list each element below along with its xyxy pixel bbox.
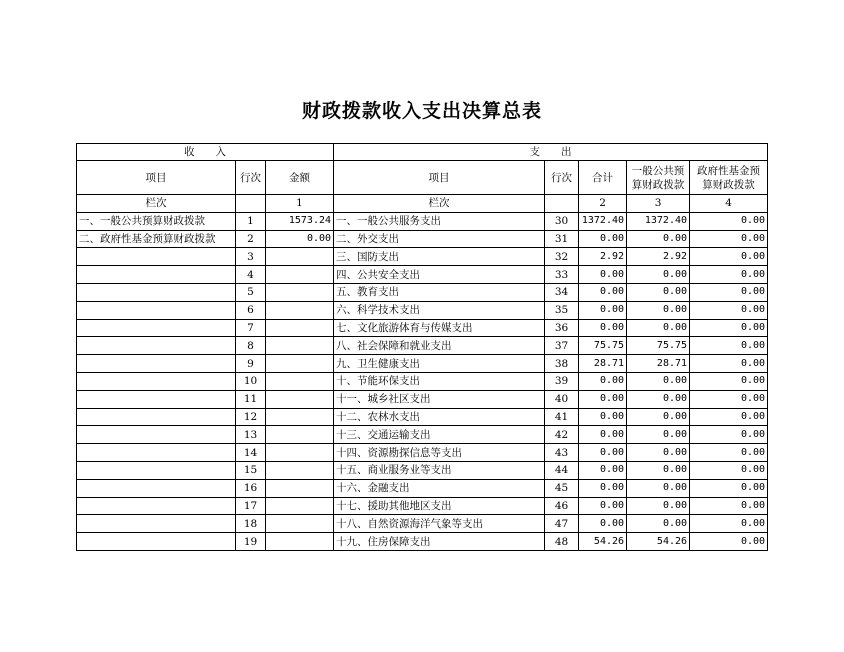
general-budget-cell: 0.00 — [627, 372, 690, 390]
expense-row-cell: 36 — [545, 319, 579, 337]
income-row-cell: 16 — [236, 479, 266, 497]
table-row — [77, 372, 768, 390]
column-index-row — [77, 195, 768, 213]
col-header-total: 合计 — [579, 161, 627, 195]
income-amount-cell — [266, 515, 334, 533]
income-item-cell — [77, 444, 236, 462]
income-row-cell: 12 — [236, 408, 266, 426]
income-item-cell — [77, 533, 236, 551]
income-amount-cell — [266, 372, 334, 390]
income-row-cell: 18 — [236, 515, 266, 533]
fund-budget-cell: 0.00 — [690, 355, 768, 373]
expense-row-cell: 43 — [545, 444, 579, 462]
general-budget-cell: 75.75 — [627, 337, 690, 355]
income-item-cell — [77, 337, 236, 355]
fund-budget-cell: 0.00 — [690, 266, 768, 284]
income-row-cell: 13 — [236, 426, 266, 444]
table-row — [77, 408, 768, 426]
expense-item-cell: 十四、资源勘探信息等支出 — [334, 444, 545, 462]
section-header-row — [77, 144, 768, 161]
table-row — [77, 426, 768, 444]
fund-budget-cell: 0.00 — [690, 426, 768, 444]
expense-item-cell: 六、科学技术支出 — [334, 301, 545, 319]
income-amount-cell — [266, 479, 334, 497]
col-header-general-budget: 一般公共预算财政拨款 — [627, 161, 690, 195]
col-header-fund-budget: 政府性基金预算财政拨款 — [690, 161, 768, 195]
column-index-amount: 1 — [266, 195, 334, 213]
income-item-cell — [77, 319, 236, 337]
income-amount-cell — [266, 533, 334, 551]
expense-row-cell: 34 — [545, 283, 579, 301]
income-item-cell — [77, 426, 236, 444]
income-item-cell — [77, 355, 236, 373]
fund-budget-cell: 0.00 — [690, 408, 768, 426]
expense-row-cell: 41 — [545, 408, 579, 426]
column-index-label: 栏次 — [77, 195, 236, 213]
income-item-cell: 一、一般公共预算财政拨款 — [77, 212, 236, 230]
total-cell: 75.75 — [579, 337, 627, 355]
income-row-cell: 1 — [236, 212, 266, 230]
fund-budget-cell: 0.00 — [690, 390, 768, 408]
table-row — [77, 390, 768, 408]
income-row-cell: 10 — [236, 372, 266, 390]
expense-section-header: 支 出 — [334, 144, 768, 161]
total-cell: 0.00 — [579, 461, 627, 479]
income-item-cell — [77, 266, 236, 284]
table-row — [77, 515, 768, 533]
expense-row-cell: 37 — [545, 337, 579, 355]
expense-row-cell: 35 — [545, 301, 579, 319]
table-row — [77, 461, 768, 479]
expense-item-cell: 一、一般公共服务支出 — [334, 212, 545, 230]
expense-item-cell: 十八、自然资源海洋气象等支出 — [334, 515, 545, 533]
expense-item-cell: 二、外交支出 — [334, 230, 545, 248]
expense-row-cell: 45 — [545, 479, 579, 497]
column-index-total: 2 — [579, 195, 627, 213]
column-index-general: 3 — [627, 195, 690, 213]
income-item-cell — [77, 390, 236, 408]
income-item-cell — [77, 497, 236, 515]
table-row — [77, 337, 768, 355]
income-amount-cell — [266, 355, 334, 373]
income-amount-cell — [266, 497, 334, 515]
expense-item-cell: 十六、金融支出 — [334, 479, 545, 497]
total-cell: 1372.40 — [579, 212, 627, 230]
total-cell: 0.00 — [579, 283, 627, 301]
fund-budget-cell: 0.00 — [690, 444, 768, 462]
col-header-amount: 金额 — [266, 161, 334, 195]
general-budget-cell: 0.00 — [627, 444, 690, 462]
income-item-cell — [77, 479, 236, 497]
income-amount-cell — [266, 266, 334, 284]
table-row — [77, 355, 768, 373]
total-cell: 0.00 — [579, 390, 627, 408]
fund-budget-cell: 0.00 — [690, 212, 768, 230]
fund-budget-cell: 0.00 — [690, 301, 768, 319]
income-amount-cell — [266, 283, 334, 301]
income-amount-cell: 1573.24 — [266, 212, 334, 230]
table-row — [77, 479, 768, 497]
general-budget-cell: 28.71 — [627, 355, 690, 373]
income-row-cell: 14 — [236, 444, 266, 462]
income-amount-cell — [266, 337, 334, 355]
expense-item-cell: 十三、交通运输支出 — [334, 426, 545, 444]
income-row-cell: 8 — [236, 337, 266, 355]
income-item-cell — [77, 515, 236, 533]
expense-row-cell: 30 — [545, 212, 579, 230]
total-cell: 0.00 — [579, 426, 627, 444]
income-amount-cell — [266, 301, 334, 319]
expense-row-cell: 39 — [545, 372, 579, 390]
income-amount-cell — [266, 408, 334, 426]
income-amount-cell: 0.00 — [266, 230, 334, 248]
general-budget-cell: 0.00 — [627, 408, 690, 426]
income-item-cell — [77, 461, 236, 479]
fund-budget-cell: 0.00 — [690, 515, 768, 533]
income-row-cell: 17 — [236, 497, 266, 515]
table-row — [77, 497, 768, 515]
income-amount-cell — [266, 248, 334, 266]
expense-item-cell: 八、社会保障和就业支出 — [334, 337, 545, 355]
general-budget-cell: 0.00 — [627, 515, 690, 533]
expense-row-cell: 33 — [545, 266, 579, 284]
column-index-empty-expense — [545, 195, 579, 213]
income-row-cell: 2 — [236, 230, 266, 248]
total-cell: 0.00 — [579, 497, 627, 515]
income-row-cell: 11 — [236, 390, 266, 408]
income-item-cell — [77, 248, 236, 266]
total-cell: 0.00 — [579, 479, 627, 497]
fund-budget-cell: 0.00 — [690, 479, 768, 497]
expense-item-cell: 三、国防支出 — [334, 248, 545, 266]
fund-budget-cell: 0.00 — [690, 248, 768, 266]
income-amount-cell — [266, 319, 334, 337]
general-budget-cell: 0.00 — [627, 283, 690, 301]
table-row — [77, 248, 768, 266]
income-item-cell — [77, 283, 236, 301]
total-cell: 0.00 — [579, 319, 627, 337]
table-row — [77, 266, 768, 284]
income-row-cell: 5 — [236, 283, 266, 301]
income-row-cell: 7 — [236, 319, 266, 337]
expense-item-cell: 十七、援助其他地区支出 — [334, 497, 545, 515]
total-cell: 0.00 — [579, 230, 627, 248]
income-section-header: 收 入 — [77, 144, 334, 161]
fund-budget-cell: 0.00 — [690, 533, 768, 551]
income-amount-cell — [266, 461, 334, 479]
table-row — [77, 212, 768, 230]
expense-row-cell: 38 — [545, 355, 579, 373]
income-item-cell: 二、政府性基金预算财政拨款 — [77, 230, 236, 248]
expense-item-cell: 十、节能环保支出 — [334, 372, 545, 390]
fund-budget-cell: 0.00 — [690, 230, 768, 248]
general-budget-cell: 0.00 — [627, 461, 690, 479]
total-cell: 28.71 — [579, 355, 627, 373]
general-budget-cell: 0.00 — [627, 497, 690, 515]
col-header-expense-row: 行次 — [545, 161, 579, 195]
income-row-cell: 9 — [236, 355, 266, 373]
expense-item-cell: 十一、城乡社区支出 — [334, 390, 545, 408]
page-title: 财政拨款收入支出决算总表 — [301, 100, 542, 122]
column-index-empty — [236, 195, 266, 213]
total-cell: 2.92 — [579, 248, 627, 266]
fund-budget-cell: 0.00 — [690, 337, 768, 355]
expense-row-cell: 46 — [545, 497, 579, 515]
expense-item-cell: 九、卫生健康支出 — [334, 355, 545, 373]
col-header-expense-item: 项目 — [334, 161, 545, 195]
income-row-cell: 15 — [236, 461, 266, 479]
fund-budget-cell: 0.00 — [690, 461, 768, 479]
expense-row-cell: 31 — [545, 230, 579, 248]
expense-item-cell: 十九、住房保障支出 — [334, 533, 545, 551]
general-budget-cell: 0.00 — [627, 390, 690, 408]
table-row — [77, 533, 768, 551]
expense-item-cell: 五、教育支出 — [334, 283, 545, 301]
general-budget-cell: 0.00 — [627, 230, 690, 248]
expense-row-cell: 47 — [545, 515, 579, 533]
general-budget-cell: 1372.40 — [627, 212, 690, 230]
expense-row-cell: 32 — [545, 248, 579, 266]
general-budget-cell: 0.00 — [627, 426, 690, 444]
column-index-fund: 4 — [690, 195, 768, 213]
total-cell: 0.00 — [579, 515, 627, 533]
general-budget-cell: 0.00 — [627, 479, 690, 497]
table-row — [77, 444, 768, 462]
expense-row-cell: 48 — [545, 533, 579, 551]
income-item-cell — [77, 301, 236, 319]
total-cell: 0.00 — [579, 444, 627, 462]
table-row — [77, 283, 768, 301]
total-cell: 54.26 — [579, 533, 627, 551]
fiscal-summary-table — [76, 143, 768, 551]
expense-item-cell: 七、文化旅游体育与传媒支出 — [334, 319, 545, 337]
col-header-income-row: 行次 — [236, 161, 266, 195]
table-row — [77, 319, 768, 337]
general-budget-cell: 2.92 — [627, 248, 690, 266]
expense-item-cell: 十五、商业服务业等支出 — [334, 461, 545, 479]
column-index-label-expense: 栏次 — [334, 195, 545, 213]
fund-budget-cell: 0.00 — [690, 319, 768, 337]
income-item-cell — [77, 408, 236, 426]
income-item-cell — [77, 372, 236, 390]
total-cell: 0.00 — [579, 266, 627, 284]
fund-budget-cell: 0.00 — [690, 497, 768, 515]
general-budget-cell: 54.26 — [627, 533, 690, 551]
income-amount-cell — [266, 426, 334, 444]
general-budget-cell: 0.00 — [627, 319, 690, 337]
income-row-cell: 19 — [236, 533, 266, 551]
expense-item-cell: 四、公共安全支出 — [334, 266, 545, 284]
expense-item-cell: 十二、农林水支出 — [334, 408, 545, 426]
fund-budget-cell: 0.00 — [690, 372, 768, 390]
expense-row-cell: 40 — [545, 390, 579, 408]
fund-budget-cell: 0.00 — [690, 283, 768, 301]
income-amount-cell — [266, 390, 334, 408]
total-cell: 0.00 — [579, 408, 627, 426]
col-header-income-item: 项目 — [77, 161, 236, 195]
expense-row-cell: 42 — [545, 426, 579, 444]
general-budget-cell: 0.00 — [627, 266, 690, 284]
expense-row-cell: 44 — [545, 461, 579, 479]
income-row-cell: 4 — [236, 266, 266, 284]
table-row — [77, 230, 768, 248]
total-cell: 0.00 — [579, 372, 627, 390]
income-row-cell: 6 — [236, 301, 266, 319]
income-row-cell: 3 — [236, 248, 266, 266]
table-row — [77, 301, 768, 319]
general-budget-cell: 0.00 — [627, 301, 690, 319]
column-header-row — [77, 161, 768, 195]
income-amount-cell — [266, 444, 334, 462]
total-cell: 0.00 — [579, 301, 627, 319]
